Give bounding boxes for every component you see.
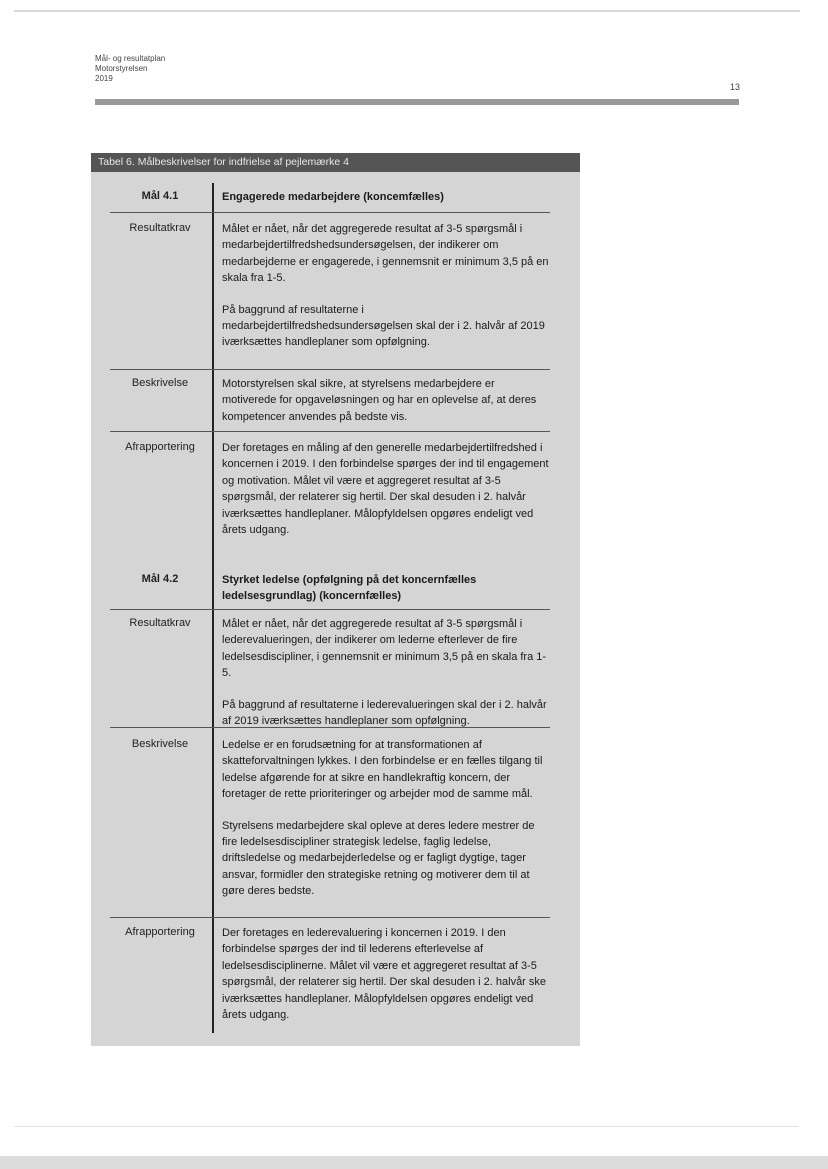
row-content-resultatkrav — [222, 616, 552, 729]
row-label-afrapportering: Afrapportering — [125, 441, 195, 453]
paragraph: Motorstyrelsen skal sikre, at styrelsens medarbejdere er motiverede for opgaveløsningen og har en oplevelse af, at deres kompetencer anvendes på bedste vis. — [222, 378, 537, 423]
header-year: 2019 — [95, 74, 113, 83]
header-rule — [95, 99, 739, 105]
paragraph: På baggrund af resultaterne i medarbejdertilfredshedsundersøgelsen skal der i 2. halvår af 2019 iværksættes handleplaner som opfølgning. — [222, 303, 545, 349]
column-divider — [212, 183, 214, 1033]
table-caption: Tabel 6. Målbeskrivelser for indfrielse af pejlemærke 4 — [91, 153, 580, 172]
row-content-resultatkrav — [222, 221, 552, 351]
row-label-beskrivelse: Beskrivelse — [131, 377, 189, 389]
row-separator — [110, 917, 550, 918]
row-content-beskrivelse — [222, 376, 552, 425]
row-separator — [110, 369, 550, 370]
header-document-title: Mål- og resultatplan — [95, 54, 166, 63]
goal-title-4-2: Styrket ledelse (opfølgning på det koncernfælles ledelsesgrundlag) (koncernfælles) — [222, 574, 477, 603]
paragraph: Ledelse er en forudsætning for at transformationen af skatteforvaltningen lykkes. I den forbindelse er en fælles tilgang til ledelse afgørende for at sikre en handlekraftig koncern, der foretager de rette prioriteringer og arbejder mod de samme mål. — [222, 739, 543, 801]
scan-edge-footer — [0, 1156, 828, 1169]
row-label-resultatkrav: Resultatkrav — [129, 617, 191, 629]
scan-edge-bottom — [14, 1126, 798, 1127]
scan-edge-top — [14, 10, 800, 12]
paragraph: På baggrund af resultaterne i lederevalueringen skal der i 2. halvår af 2019 iværksættes handleplaner som opfølgning. — [222, 698, 547, 728]
row-separator — [110, 212, 550, 213]
row-separator — [110, 431, 550, 432]
row-separator — [110, 609, 550, 610]
row-label-afrapportering: Afrapportering — [125, 926, 195, 938]
page-header — [95, 54, 165, 84]
paragraph: Der foretages en måling af den generelle medarbejdertilfredshed i koncernen i 2019. I den forbindelse spørges der ind til engagement og motivation. Målet vil være et aggregeret resultat af 3-5 spørgsmål, der relaterer sig hertil. Der skal desuden i 2. halvår iværksættes handleplaner. Målopfyldelsen opgøres endeligt ved årets udgang. — [222, 442, 549, 537]
row-content-afrapportering — [222, 440, 552, 538]
row-label-beskrivelse: Beskrivelse — [131, 738, 189, 750]
paragraph: Der foretages en lederevaluering i koncernen i 2019. I den forbindelse spørges der ind til lederens efterlevelse af ledelsesdisciplinerne. Målet vil være et aggregeret resultat af 3-5 spørgsmål, der relaterer sig hertil. Der skal desuden i 2. halvår ske iværksættes handleplaner. Målopfyldelsen opgøres endeligt ved årets udgang. — [222, 927, 547, 1022]
row-content-afrapportering — [222, 925, 552, 1023]
goal-label-4-2: Mål 4.2 — [141, 573, 179, 585]
paragraph: Målet er nået, når det aggregerede resultat af 3-5 spørgsmål i medarbejdertilfredshedsundersøgelsen, der indikerer om medarbejderne er engagerede, i gennemsnit er minimum 3,5 på en skala fra 1-5. — [222, 223, 549, 285]
page-number: 13 — [730, 82, 741, 92]
paragraph: Målet er nået, når det aggregerede resultat af 3-5 spørgsmål i lederevalueringen, der indikerer om lederne efterlever de fire ledelsesdiscipliner, i gennemsnit er minimum 3,5 på en skala fra 1-5. — [222, 618, 547, 680]
row-separator — [110, 727, 550, 728]
paragraph: Styrelsens medarbejdere skal opleve at deres ledere mestrer de fire ledelsesdiscipliner strategisk ledelse, faglig ledelse, driftsledelse og medarbejderledelse og er fagligt dygtige, tager ansvar, formidler den strategiske retning og motiverer dem til at gøre deres bedste. — [222, 819, 535, 898]
row-label-resultatkrav: Resultatkrav — [129, 222, 191, 234]
header-organization: Motorstyrelsen — [95, 64, 148, 73]
goal-title-4-1: Engagerede medarbejdere (koncemfælles) — [222, 191, 444, 203]
goal-label-4-1: Mål 4.1 — [141, 190, 179, 202]
row-content-beskrivelse — [222, 737, 552, 900]
